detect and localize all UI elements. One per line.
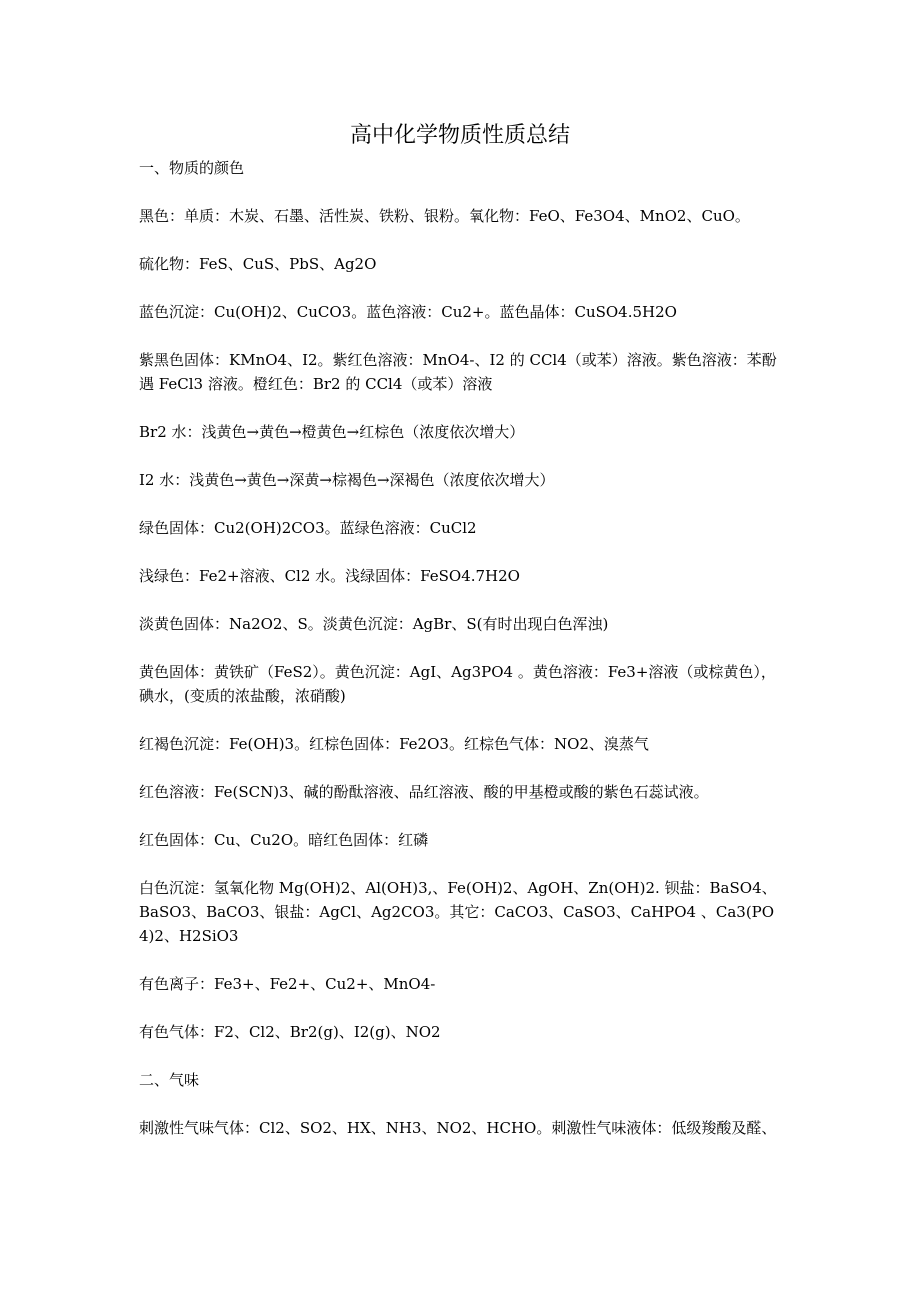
- paragraph-pungent: 刺激性气味气体：Cl2、SO2、HX、NH3、NO2、HCHO。刺激性气味液体：低级羧酸及醛、: [139, 1119, 777, 1137]
- section-heading-odor: 二、气味: [139, 1071, 200, 1089]
- paragraph-purple: 紫黑色固体：KMnO4、I2。紫红色溶液：MnO4-、I2 的 CCl4（或苯）溶液。紫色溶液：苯酚遇 FeCl3 溶液。橙红色：Br2 的 CCl4（或苯）溶液: [139, 351, 777, 393]
- paragraph-colored-ions: 有色离子：Fe3+、Fe2+、Cu2+、MnO4-: [139, 975, 436, 993]
- paragraph-red-solid: 红色固体：Cu、Cu2O。暗红色固体：红磷: [139, 831, 429, 849]
- paragraph-green: 绿色固体：Cu2(OH)2CO3。蓝绿色溶液：CuCl2: [139, 519, 477, 537]
- paragraph-pale-yellow: 淡黄色固体：Na2O2、S。淡黄色沉淀：AgBr、S(有时出现白色浑浊): [139, 615, 609, 633]
- paragraph-red-brown: 红褐色沉淀：Fe(OH)3。红棕色固体：Fe2O3。红棕色气体：NO2、溴蒸气: [139, 735, 649, 753]
- paragraph-sulfides: 硫化物：FeS、CuS、PbS、Ag2O: [139, 255, 377, 273]
- paragraph-br2-water: Br2 水：浅黄色→黄色→橙黄色→红棕色（浓度依次增大）: [139, 423, 525, 441]
- section-heading-colors: 一、物质的颜色: [139, 159, 245, 177]
- paragraph-yellow: 黄色固体：黄铁矿（FeS2）。黄色沉淀：AgI、Ag3PO4 。黄色溶液：Fe3+溶液（或棕黄色），碘水，(变质的浓盐酸，浓硝酸): [139, 663, 776, 705]
- paragraph-blue: 蓝色沉淀：Cu(OH)2、CuCO3。蓝色溶液：Cu2+。蓝色晶体：CuSO4.5H2O: [139, 303, 677, 321]
- paragraph-light-green: 浅绿色：Fe2+溶液、Cl2 水。浅绿固体：FeSO4.7H2O: [139, 567, 520, 585]
- page-title: 高中化学物质性质总结: [349, 123, 570, 148]
- paragraph-white-precipitate: 白色沉淀：氢氧化物 Mg(OH)2、Al(OH)3,、Fe(OH)2、AgOH、Zn(OH)2. 钡盐：BaSO4、BaSO3、BaCO3、银盐：AgCl、Ag2CO3。其它：CaCO3、CaSO3、CaHPO4 、Ca3(PO4)2、H2SiO3: [139, 879, 777, 945]
- document-body: [139, 156, 787, 1164]
- paragraph-red-solution: 红色溶液：Fe(SCN)3、碱的酚酞溶液、品红溶液、酸的甲基橙或酸的紫色石蕊试液。: [139, 783, 709, 801]
- paragraph-colored-gases: 有色气体：F2、Cl2、Br2(g)、I2(g)、NO2: [139, 1023, 441, 1041]
- paragraph-i2-water: I2 水：浅黄色→黄色→深黄→棕褐色→深褐色（浓度依次增大）: [139, 471, 555, 489]
- paragraph-black: 黑色：单质：木炭、石墨、活性炭、铁粉、银粉。氧化物：FeO、Fe3O4、MnO2、CuO。: [139, 207, 750, 225]
